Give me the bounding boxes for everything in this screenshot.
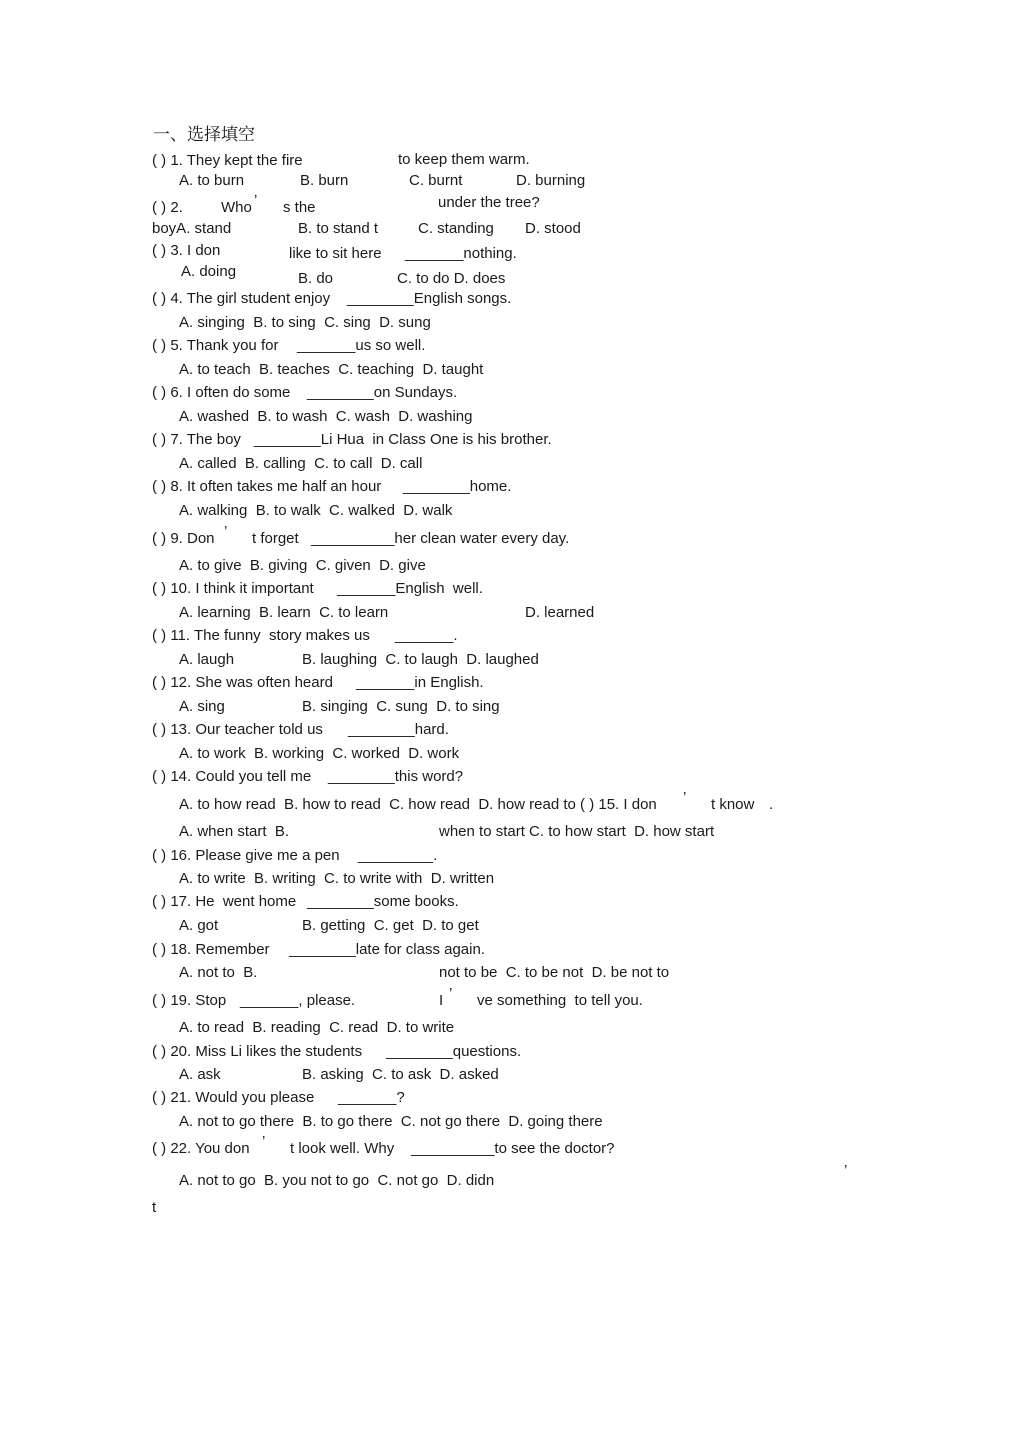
option-c: C. standing	[418, 220, 494, 237]
question-19: ( ) 19. Stop	[152, 992, 227, 1009]
option-b: B. burn	[300, 172, 349, 189]
option-b: B. do	[298, 270, 334, 287]
option-b: B. to stand t	[298, 220, 379, 237]
question-5-tail: _______us so well.	[297, 337, 426, 354]
option-a: A. ask	[179, 1066, 221, 1083]
question-14: ( ) 14. Could you tell me	[152, 768, 312, 785]
question-13-options: A. to work B. working C. worked D. work	[179, 745, 460, 762]
question-4-options: A. singing B. to sing C. sing D. sung	[179, 314, 431, 331]
question-6: ( ) 6. I often do some	[152, 384, 291, 401]
question-14-options: A. to how read B. how to read C. how read D. how read to ( ) 15. I don	[179, 796, 657, 813]
question-10-tail: _______English well.	[337, 580, 483, 597]
question-19-text: I	[439, 992, 444, 1009]
question-19-tail: ve something to tell you.	[477, 992, 643, 1009]
option-a: A. doing	[181, 263, 237, 280]
question-9: ( ) 9. Don	[152, 530, 215, 547]
question-8: ( ) 8. It often takes me half an hour	[152, 478, 382, 495]
question-2-tail: under the tree?	[438, 194, 540, 211]
question-6-tail: ________on Sundays.	[307, 384, 458, 401]
question-13-tail: ________hard.	[348, 721, 449, 738]
question-18-options-cont: not to be C. to be not D. be not to	[439, 964, 670, 981]
question-15-period: .	[769, 796, 774, 813]
question-7: ( ) 7. The boy	[152, 431, 241, 448]
option-c-d: C. to do D. does	[397, 270, 506, 287]
question-22-overflow: t	[152, 1199, 157, 1216]
question-19-options: A. to read B. reading C. read D. to write	[179, 1019, 455, 1036]
option-a: A. sing	[179, 698, 225, 715]
apostrophe: ’	[844, 1162, 848, 1179]
question-20-options: B. asking C. to ask D. asked	[302, 1066, 499, 1083]
question-8-options: A. walking B. to walk C. walked D. walk	[179, 502, 453, 519]
question-5-options: A. to teach B. teaches C. teaching D. taught	[179, 361, 484, 378]
question-9-tail: __________her clean water every day.	[311, 530, 570, 547]
question-9-options: A. to give B. giving C. given D. give	[179, 557, 426, 574]
question-20-tail: ________questions.	[386, 1043, 522, 1060]
option-d: D. learned	[525, 604, 595, 621]
apostrophe: ’	[683, 789, 687, 806]
question-17-options: B. getting C. get D. to get	[302, 917, 479, 934]
option-a: A. laugh	[179, 651, 235, 668]
option-c: C. burnt	[409, 172, 463, 189]
section-heading: 一、选择填空	[153, 125, 255, 145]
option-d: D. stood	[525, 220, 581, 237]
question-12-options: B. singing C. sung D. to sing	[302, 698, 500, 715]
option-a: A. to burn	[179, 172, 245, 189]
apostrophe: ’	[254, 192, 258, 209]
option-d: D. burning	[516, 172, 586, 189]
question-7-tail: ________Li Hua in Class One is his brother.	[254, 431, 552, 448]
question-15-options-cont: when to start C. to how start D. how start	[439, 823, 715, 840]
question-3: ( ) 3. I don	[152, 242, 221, 259]
question-9-text: t forget	[252, 530, 299, 547]
question-7-options: A. called B. calling C. to call D. call	[179, 455, 423, 472]
question-2-text: Who	[221, 199, 252, 216]
question-15-options: A. when start B.	[179, 823, 290, 840]
question-17-tail: ________some books.	[307, 893, 459, 910]
question-8-tail: ________home.	[403, 478, 512, 495]
question-2: ( ) 2.	[152, 199, 183, 216]
question-21: ( ) 21. Would you please	[152, 1089, 315, 1106]
question-6-options: A. washed B. to wash C. wash D. washing	[179, 408, 473, 425]
question-14-tail: ________this word?	[328, 768, 464, 785]
question-15-text: t know	[711, 796, 755, 813]
question-5: ( ) 5. Thank you for	[152, 337, 279, 354]
question-12: ( ) 12. She was often heard	[152, 674, 333, 691]
question-22-tail: __________to see the doctor?	[411, 1140, 615, 1157]
apostrophe: ’	[262, 1133, 266, 1150]
question-12-tail: _______in English.	[356, 674, 484, 691]
option-a: A. got	[179, 917, 219, 934]
question-18-tail: ________late for class again.	[289, 941, 485, 958]
question-11-options: B. laughing C. to laugh D. laughed	[302, 651, 539, 668]
question-22-options: A. not to go B. you not to go C. not go D. didn	[179, 1172, 495, 1189]
question-2-text: s the	[283, 199, 316, 216]
question-21-options: A. not to go there B. to go there C. not go there D. going there	[179, 1113, 603, 1130]
question-16-tail: _________.	[358, 847, 438, 864]
question-16-options: A. to write B. writing C. to write with D. written	[179, 870, 495, 887]
question-3-tail: _______nothing.	[405, 245, 517, 262]
question-17: ( ) 17. He went home	[152, 893, 297, 910]
question-1: ( ) 1. They kept the fire	[152, 152, 303, 169]
question-2-options: boyA. stand	[152, 220, 232, 237]
question-22-text: t look well. Why	[290, 1140, 395, 1157]
question-3-text: like to sit here	[289, 245, 382, 262]
question-4-tail: ________English songs.	[347, 290, 512, 307]
question-10: ( ) 10. I think it important	[152, 580, 314, 597]
apostrophe: ’	[224, 523, 228, 540]
question-13: ( ) 13. Our teacher told us	[152, 721, 323, 738]
question-16: ( ) 16. Please give me a pen	[152, 847, 340, 864]
question-19-blank: _______, please.	[240, 992, 356, 1009]
question-11: ( ) 11. The funny story makes us	[152, 627, 370, 644]
question-10-options: A. learning B. learn C. to learn	[179, 604, 389, 621]
question-18: ( ) 18. Remember	[152, 941, 270, 958]
apostrophe: ’	[449, 985, 453, 1002]
question-1-tail: to keep them warm.	[398, 151, 530, 168]
question-4: ( ) 4. The girl student enjoy	[152, 290, 331, 307]
question-22: ( ) 22. You don	[152, 1140, 250, 1157]
question-21-tail: _______?	[338, 1089, 405, 1106]
question-11-tail: _______.	[395, 627, 458, 644]
question-20: ( ) 20. Miss Li likes the students	[152, 1043, 363, 1060]
question-18-options: A. not to B.	[179, 964, 258, 981]
